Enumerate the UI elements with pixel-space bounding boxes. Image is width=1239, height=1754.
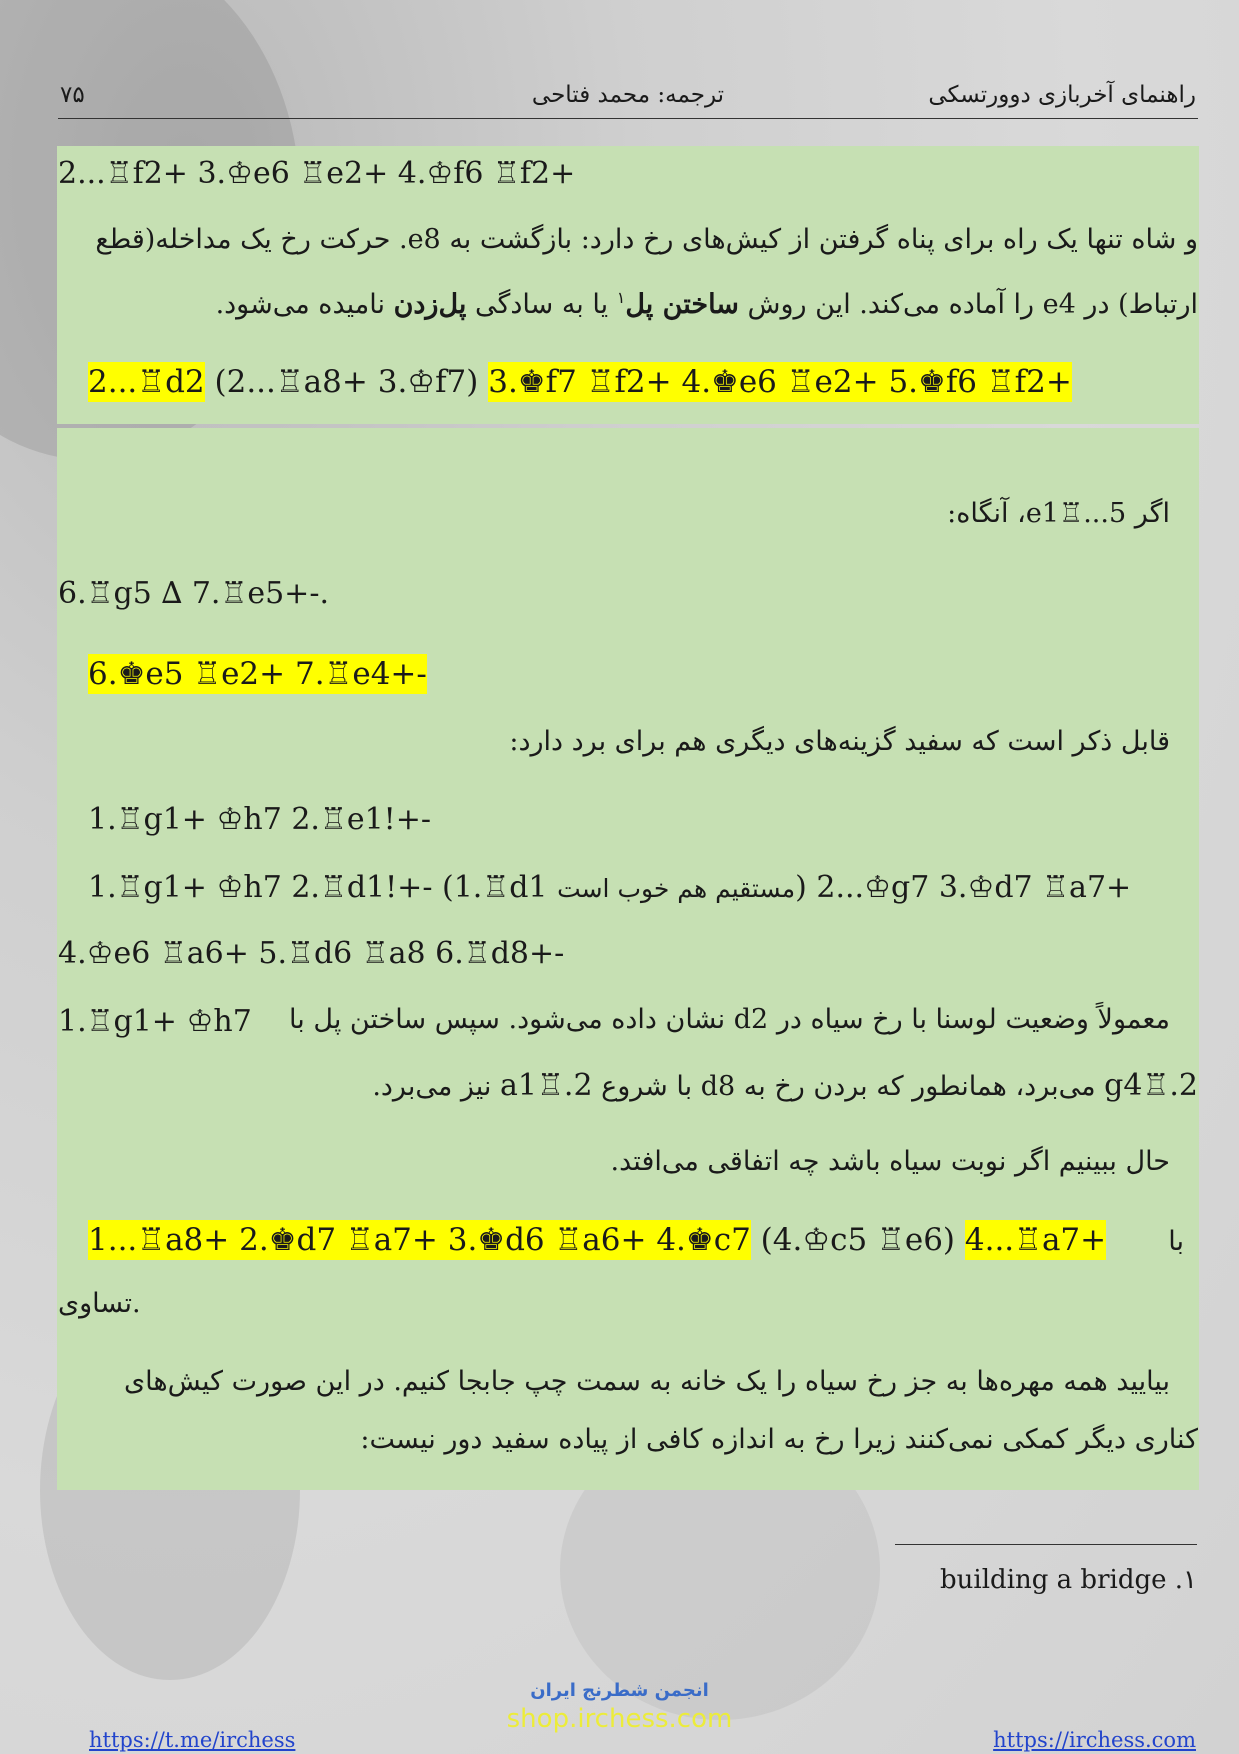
telegram-link[interactable]: https://t.me/irchess	[89, 1728, 296, 1752]
footnote: ۱. building a bridge	[940, 1565, 1197, 1595]
highlighted-move: 3.♚f7 ♖f2+ 4.♚e6 ♖e2+ 5.♚f6 ♖f2+	[488, 364, 1072, 400]
term-bold: پل‌زدن	[393, 289, 467, 320]
paragraph: حال ببینیم اگر نوبت سیاه باشد چه اتفاقی می‌افتد.	[610, 1146, 1170, 1177]
paragraph	[58, 1068, 1198, 1104]
footnote-divider	[895, 1544, 1197, 1545]
book-title: راهنمای آخربازی دوورتسکی	[928, 82, 1196, 108]
paragraph-text: یا به سادگی	[466, 289, 617, 320]
move-text: 2.♖g4	[1104, 1068, 1198, 1103]
paragraph-text: نیز می‌برد.	[372, 1071, 501, 1102]
move-text: 2.♖a1	[500, 1068, 593, 1103]
move-line	[88, 656, 427, 693]
move-line: 6.♖g5 ∆ 7.♖e5+-.	[58, 576, 329, 611]
highlighted-move: 6.♚e5 ♖e2+ 7.♖e4+-	[88, 656, 427, 692]
highlighted-move: 2...♖d2	[88, 364, 205, 400]
paragraph: قابل ذکر است که سفید گزینه‌های دیگری هم برای برد دارد:	[509, 726, 1170, 757]
variation: (4.♔c5 ♖e6)	[750, 1222, 965, 1258]
paragraph: اگر 5...♖e1، آنگاه:	[947, 498, 1170, 529]
paragraph-text: تساوی.	[58, 1288, 141, 1319]
move-text: 1.♖g1+ ♔h7 2.♖d1!+- (1.♖d1	[88, 870, 548, 905]
variation: (2...♖a8+ 3.♔f7)	[204, 364, 489, 400]
website-link[interactable]: https://irchess.com	[993, 1728, 1196, 1752]
translator-credit: ترجمه: محمد فتاحی	[531, 82, 725, 108]
paragraph-text: ارتباط) در e4 را آماده می‌کند. این روش	[738, 289, 1198, 320]
paragraph	[58, 1004, 1198, 1040]
paragraph-text: می‌برد، همانطور که بردن رخ به d8 با شروع	[592, 1071, 1105, 1102]
term-bold: ساختن پل	[625, 289, 739, 320]
move-line: 2...♖f2+ 3.♔e6 ♖e2+ 4.♔f6 ♖f2+	[58, 156, 576, 191]
highlighted-move: 4...♖a7+	[964, 1222, 1107, 1258]
paragraph: بیایید همه مهره‌ها به جز رخ سیاه را یک خانه به سمت چپ جابجا کنیم. در این صورت کیش‌های	[124, 1366, 1170, 1397]
move-line	[88, 870, 1228, 906]
paragraph	[58, 288, 1198, 321]
footnote-ref: ۱	[616, 288, 626, 307]
footer-shop-watermark: shop.irchess.com	[506, 1704, 733, 1734]
paragraph-text: نامیده می‌شود.	[215, 289, 394, 320]
move-text: 1.♖g1+ ♔h7	[58, 1004, 252, 1039]
move-line: 4.♔e6 ♖a6+ 5.♖d6 ♖a8 6.♖d8+-	[58, 936, 565, 971]
move-line: 1.♖g1+ ♔h7 2.♖e1!+-	[88, 802, 432, 837]
move-line	[88, 364, 1072, 401]
paragraph-text: با	[1168, 1226, 1184, 1257]
paragraph: کناری دیگر کمکی نمی‌کنند زیرا رخ به اندازه کافی از پیاده سفید دور نیست:	[360, 1424, 1198, 1455]
paragraph-text: معمولاً وضعیت لوسنا با رخ سیاه در d2 نشان داده می‌شود. سپس ساختن پل با	[289, 1004, 1170, 1035]
highlighted-move: 1...♖a8+ 2.♚d7 ♖a7+ 3.♚d6 ♖a6+ 4.♚c7	[88, 1222, 751, 1258]
move-text: ) 2...♔g7 3.♔d7 ♖a7+	[795, 870, 1132, 905]
page-header	[58, 82, 1198, 119]
page-number: ۷۵	[60, 82, 85, 108]
annotation-text: مستقیم هم خوب است	[557, 874, 796, 903]
paragraph: و شاه تنها یک راه برای پناه گرفتن از کیش‌های رخ دارد: بازگشت به e8. حرکت رخ یک مداخله(قطع	[95, 224, 1198, 255]
footer-association: انجمن شطرنج ایران	[530, 1680, 709, 1701]
